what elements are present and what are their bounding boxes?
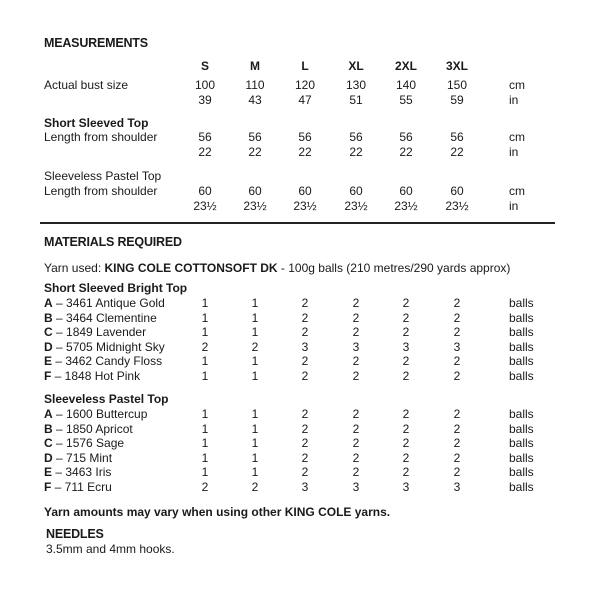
shade-letter: B [44,421,53,436]
ball-quantity: 2 [402,325,410,340]
unit-cm: cm [509,78,525,92]
ball-quantity: 2 [402,407,410,421]
ball-quantity: 2 [301,310,309,325]
unit-cm: cm [509,184,525,198]
ball-quantity: 2 [251,480,259,494]
unit-balls: balls [509,369,534,383]
ball-quantity: 1 [201,325,209,340]
shade-letter: C [44,325,53,340]
ball-quantity: 1 [251,296,259,310]
section-divider [40,222,555,224]
unit-balls: balls [509,296,534,310]
ball-quantity: 2 [352,407,360,421]
yarn-amount-note: Yarn amounts may vary when using other KING COLE yarns. [44,505,391,519]
ball-quantity: 2 [453,310,461,325]
shade-label [44,369,140,383]
value-in: 22 [198,145,212,159]
ball-quantity: 1 [251,369,259,383]
ball-quantity: 2 [352,436,360,451]
materials-heading: MATERIALS REQUIRED [44,235,182,249]
value-in: 43 [248,93,262,107]
yarn-name: KING COLE COTTONSOFT DK [104,261,278,275]
shade-name: – 1849 Lavender [52,325,147,340]
bust-label: Actual bust size [44,78,129,92]
value-cm: 100 [194,78,216,92]
unit-balls: balls [509,339,534,354]
yarn-used-prefix: Yarn used: [44,261,105,275]
shade-label [44,340,165,354]
value-in: 23½ [293,199,317,213]
ball-quantity: 2 [453,421,461,436]
ball-quantity: 2 [453,407,461,421]
ball-quantity: 2 [352,450,360,465]
ball-quantity: 1 [201,310,209,325]
unit-balls: balls [509,310,534,325]
ball-quantity: 3 [402,339,410,354]
unit-in: in [509,199,519,213]
shade-letter: C [44,436,53,451]
shade-name: – 1600 Buttercup [52,407,148,421]
shade-label [44,480,112,494]
ball-quantity: 2 [402,465,410,480]
shade-label [44,451,112,465]
ball-quantity: 2 [402,354,410,369]
shade-letter: E [44,354,53,369]
shade-name: – 715 Mint [52,450,113,465]
value-in: 47 [298,93,312,107]
needles-heading: NEEDLES [46,527,104,541]
ball-quantity: 1 [201,465,209,480]
shade-letter: B [44,310,53,325]
unit-in: in [509,145,519,159]
ball-quantity: 2 [453,465,461,480]
ball-quantity: 1 [251,325,259,340]
value-in: 22 [450,145,464,159]
ball-quantity: 1 [251,436,259,451]
ball-quantity: 2 [301,325,309,340]
size-header-l: L [301,59,309,73]
size-header-m: M [250,59,260,73]
value-cm: 60 [248,184,262,198]
ball-quantity: 2 [352,465,360,480]
ball-quantity: 2 [301,436,309,451]
value-in: 22 [399,145,413,159]
ball-quantity: 2 [453,354,461,369]
value-cm: 56 [198,130,212,144]
short-sleeved-length-label: Length from shoulder [44,130,158,144]
value-in: 23½ [394,199,418,213]
shade-letter: F [44,480,52,494]
ball-quantity: 2 [301,369,309,383]
value-in: 59 [450,93,464,107]
shade-name: – 3462 Candy Floss [52,354,163,369]
ball-quantity: 2 [352,421,360,436]
short-sleeved-title: Short Sleeved Top [44,116,149,130]
ball-quantity: 2 [402,296,410,310]
ball-quantity: 2 [301,450,309,465]
size-header-xl: XL [348,59,364,73]
ball-quantity: 2 [453,296,461,310]
unit-cm: cm [509,130,525,144]
value-cm: 60 [450,184,464,198]
size-header-2xl: 2XL [394,59,417,73]
value-in: 39 [198,93,212,107]
ball-quantity: 2 [201,480,209,494]
value-cm: 56 [349,130,363,144]
size-header-3xl: 3XL [445,59,468,73]
ball-quantity: 3 [352,339,360,354]
ball-quantity: 2 [201,339,209,354]
shade-name: – 711 Ecru [51,480,112,494]
shade-letter: A [44,296,53,310]
ball-quantity: 1 [201,369,209,383]
value-in: 22 [248,145,262,159]
shade-label [44,354,162,368]
ball-quantity: 2 [402,310,410,325]
ball-quantity: 2 [251,339,259,354]
value-cm: 56 [248,130,262,144]
ball-quantity: 1 [251,354,259,369]
ball-quantity: 2 [402,421,410,436]
shade-name: – 5705 Midnight Sky [52,339,165,354]
shade-name: – 3463 Iris [52,465,112,480]
ball-quantity: 2 [352,369,360,383]
measurements-heading: MEASUREMENTS [44,36,148,50]
value-in: 51 [349,93,363,107]
unit-balls: balls [509,450,534,465]
value-in: 23½ [445,199,469,213]
ball-quantity: 2 [402,450,410,465]
shade-label [44,311,157,325]
ball-quantity: 3 [301,339,309,354]
ball-quantity: 2 [352,296,360,310]
ball-quantity: 3 [301,480,309,494]
unit-balls: balls [509,354,534,369]
bright-top-title: Short Sleeved Bright Top [44,281,188,295]
ball-quantity: 2 [301,354,309,369]
shade-name: – 1850 Apricot [52,421,133,436]
ball-quantity: 2 [402,369,410,383]
unit-balls: balls [509,421,534,436]
value-cm: 56 [298,130,312,144]
ball-quantity: 2 [453,450,461,465]
sleeveless-title: Sleeveless Pastel Top [44,169,162,183]
unit-balls: balls [509,407,534,421]
ball-quantity: 1 [201,421,209,436]
ball-quantity: 1 [251,421,259,436]
ball-quantity: 2 [453,325,461,340]
ball-quantity: 1 [251,310,259,325]
shade-label [44,325,146,339]
shade-letter: E [44,465,53,480]
value-cm: 56 [450,130,464,144]
needles-text: 3.5mm and 4mm hooks. [46,542,175,556]
yarn-used-suffix: - 100g balls (210 metres/290 yards approx) [277,261,511,275]
ball-quantity: 1 [201,296,209,310]
shade-letter: D [44,339,53,354]
ball-quantity: 3 [453,339,461,354]
ball-quantity: 2 [301,407,309,421]
unit-balls: balls [509,436,534,451]
yarn-used-line [44,261,510,275]
shade-letter: A [44,407,53,421]
shade-label [44,422,133,436]
shade-label [44,465,111,479]
value-cm: 140 [395,78,417,92]
unit-in: in [509,93,519,107]
ball-quantity: 2 [402,436,410,451]
size-header-s: S [200,59,209,73]
ball-quantity: 2 [301,465,309,480]
ball-quantity: 2 [352,354,360,369]
value-cm: 130 [345,78,367,92]
pastel-top-title: Sleeveless Pastel Top [44,392,169,406]
unit-balls: balls [509,465,534,480]
shade-label [44,407,147,421]
value-in: 23½ [344,199,368,213]
shade-letter: F [44,369,52,383]
value-in: 22 [349,145,363,159]
ball-quantity: 1 [251,465,259,480]
ball-quantity: 1 [201,407,209,421]
shade-name: – 1848 Hot Pink [51,369,141,383]
ball-quantity: 3 [402,480,410,494]
ball-quantity: 1 [201,436,209,451]
value-in: 22 [298,145,312,159]
value-cm: 60 [399,184,413,198]
ball-quantity: 2 [352,325,360,340]
ball-quantity: 2 [352,310,360,325]
ball-quantity: 2 [301,296,309,310]
value-cm: 60 [298,184,312,198]
value-cm: 150 [446,78,468,92]
ball-quantity: 1 [201,354,209,369]
unit-balls: balls [509,480,534,494]
value-in: 23½ [193,199,217,213]
ball-quantity: 2 [453,436,461,451]
value-cm: 110 [245,78,265,92]
ball-quantity: 1 [251,407,259,421]
ball-quantity: 2 [301,421,309,436]
value-cm: 56 [399,130,413,144]
shade-label [44,296,165,310]
value-in: 55 [399,93,413,107]
ball-quantity: 1 [201,450,209,465]
value-in: 23½ [243,199,267,213]
value-cm: 60 [349,184,363,198]
ball-quantity: 1 [251,450,259,465]
value-cm: 60 [198,184,212,198]
shade-label [44,436,124,450]
ball-quantity: 3 [352,480,360,494]
shade-name: – 3464 Clementine [52,310,157,325]
sleeveless-length-label: Length from shoulder [44,184,158,198]
value-cm: 120 [294,78,316,92]
shade-name: – 3461 Antique Gold [52,296,165,310]
ball-quantity: 2 [453,369,461,383]
ball-quantity: 3 [453,480,461,494]
shade-letter: D [44,450,53,465]
shade-name: – 1576 Sage [52,436,125,451]
unit-balls: balls [509,325,534,340]
